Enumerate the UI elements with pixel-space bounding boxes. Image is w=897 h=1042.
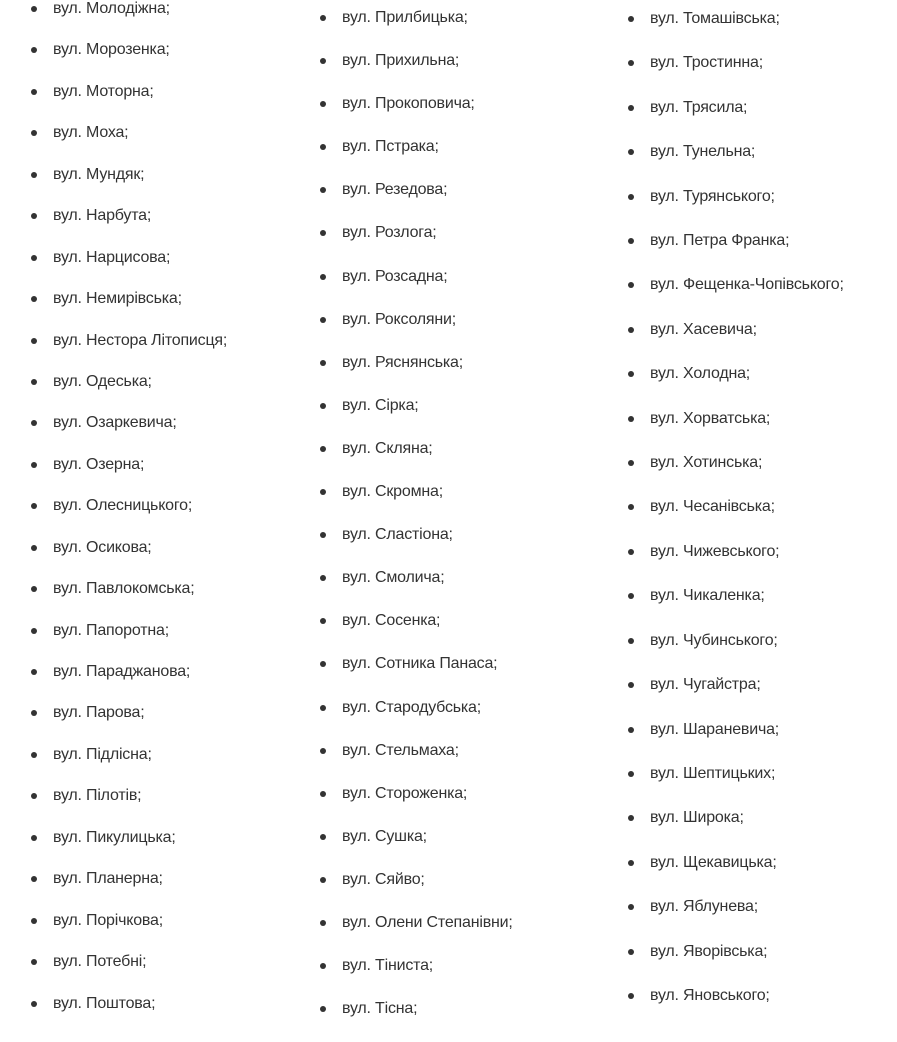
street-list-item: вул. Сосенка;	[320, 611, 513, 631]
street-list-item: вул. Тростинна;	[628, 53, 844, 73]
street-list-item: вул. Хорватська;	[628, 409, 844, 429]
street-list-item: вул. Папоротна;	[31, 621, 227, 641]
street-list-item: вул. Хотинська;	[628, 453, 844, 473]
street-list-item: вул. Скляна;	[320, 439, 513, 459]
street-list-item: вул. Чубинського;	[628, 631, 844, 651]
street-list-item: вул. Одеська;	[31, 372, 227, 392]
street-list-item: вул. Петра Франка;	[628, 231, 844, 251]
street-list-item: вул. Озерна;	[31, 455, 227, 475]
street-list-item: вул. Широка;	[628, 808, 844, 828]
street-list-item: вул. Сластіона;	[320, 525, 513, 545]
street-list-item: вул. Прилбицька;	[320, 8, 513, 28]
street-list-item: вул. Тісна;	[320, 999, 513, 1019]
street-list-item: вул. Мундяк;	[31, 165, 227, 185]
street-list-item: вул. Смолича;	[320, 568, 513, 588]
street-list-item: вул. Фещенка-Чопівського;	[628, 275, 844, 295]
street-list-item: вул. Трясила;	[628, 98, 844, 118]
street-list-item: вул. Чесанівська;	[628, 497, 844, 517]
street-list-item: вул. Хасевича;	[628, 320, 844, 340]
street-list-item: вул. Сірка;	[320, 396, 513, 416]
street-list-item: вул. Прокоповича;	[320, 94, 513, 114]
street-list-item: вул. Порічкова;	[31, 911, 227, 931]
street-list-item: вул. Потебні;	[31, 952, 227, 972]
street-list-item: вул. Прихильна;	[320, 51, 513, 71]
street-list-item: вул. Резедова;	[320, 180, 513, 200]
street-list-item: вул. Стародубська;	[320, 698, 513, 718]
street-list-item: вул. Холодна;	[628, 364, 844, 384]
street-list-item: вул. Яблунева;	[628, 897, 844, 917]
street-list-item: вул. Осикова;	[31, 538, 227, 558]
street-list-item: вул. Ряснянська;	[320, 353, 513, 373]
street-list-item: вул. Пикулицька;	[31, 828, 227, 848]
street-list-item: вул. Параджанова;	[31, 662, 227, 682]
street-list-item: вул. Стороженка;	[320, 784, 513, 804]
street-list-column-3	[628, 9, 844, 1030]
street-list-item: вул. Яновського;	[628, 986, 844, 1006]
street-list-item: вул. Немирівська;	[31, 289, 227, 309]
street-list-item: вул. Тунельна;	[628, 142, 844, 162]
street-list-item: вул. Парова;	[31, 703, 227, 723]
street-list-item: вул. Підлісна;	[31, 745, 227, 765]
street-list-item: вул. Шараневича;	[628, 720, 844, 740]
street-list-item: вул. Чугайстра;	[628, 675, 844, 695]
street-list-item: вул. Томашівська;	[628, 9, 844, 29]
street-list-item: вул. Чижевського;	[628, 542, 844, 562]
street-list-item: вул. Тіниста;	[320, 956, 513, 976]
street-list-item: вул. Павлокомська;	[31, 579, 227, 599]
street-list-item: вул. Молодіжна;	[31, 0, 227, 19]
street-list-item: вул. Сяйво;	[320, 870, 513, 890]
street-list-item: вул. Озаркевича;	[31, 413, 227, 433]
street-list-item: вул. Шептицьких;	[628, 764, 844, 784]
street-list-item: вул. Скромна;	[320, 482, 513, 502]
street-list-item: вул. Сотника Панаса;	[320, 654, 513, 674]
street-list-item: вул. Олесницького;	[31, 496, 227, 516]
street-list-item: вул. Нестора Літописця;	[31, 331, 227, 351]
street-list-item: вул. Нарцисова;	[31, 248, 227, 268]
street-list-column-2	[320, 8, 513, 1042]
street-list-column-1	[31, 0, 227, 1035]
street-list-item: вул. Щекавицька;	[628, 853, 844, 873]
street-list-item: вул. Поштова;	[31, 994, 227, 1014]
street-list-item: вул. Чикаленка;	[628, 586, 844, 606]
street-list-item: вул. Моторна;	[31, 82, 227, 102]
street-list-item: вул. Стельмаха;	[320, 741, 513, 761]
street-list-item: вул. Моха;	[31, 123, 227, 143]
street-list-item: вул. Олени Степанівни;	[320, 913, 513, 933]
street-list-item: вул. Роксоляни;	[320, 310, 513, 330]
street-list-item: вул. Розлога;	[320, 223, 513, 243]
street-list-item: вул. Пстрака;	[320, 137, 513, 157]
street-list-item: вул. Планерна;	[31, 869, 227, 889]
street-list-item: вул. Пілотів;	[31, 786, 227, 806]
street-list-item: вул. Нарбута;	[31, 206, 227, 226]
street-list-item: вул. Яворівська;	[628, 942, 844, 962]
street-list-item: вул. Турянського;	[628, 187, 844, 207]
street-list-item: вул. Сушка;	[320, 827, 513, 847]
street-list-item: вул. Морозенка;	[31, 40, 227, 60]
street-list-item: вул. Розсадна;	[320, 267, 513, 287]
